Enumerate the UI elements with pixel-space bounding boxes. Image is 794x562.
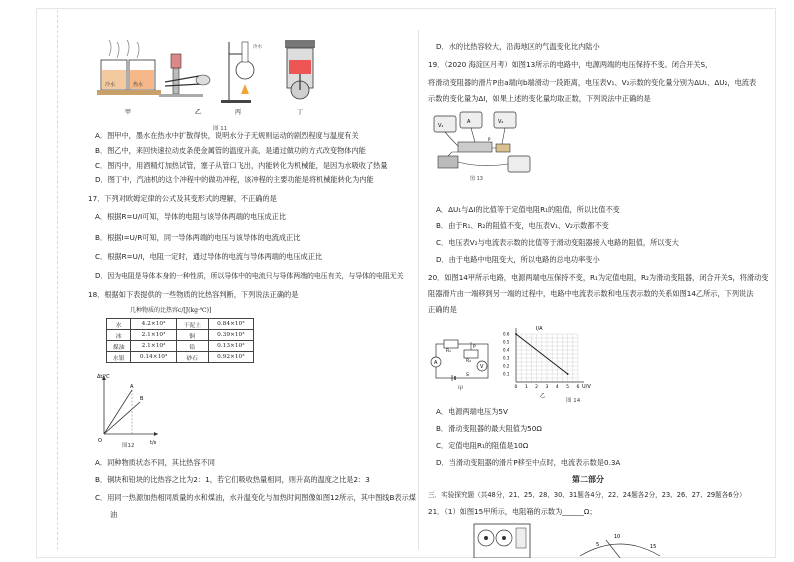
chart-x-tick-label: 0 bbox=[514, 385, 518, 390]
q17-stem: 17．下列对欧姆定律的公式及其变形式的理解，不正确的是 bbox=[88, 194, 277, 203]
fig12-xlabel: t/s bbox=[150, 440, 157, 446]
voltmeter-v3 bbox=[508, 156, 530, 172]
meter-tick-10: 10 bbox=[614, 534, 621, 540]
meter-tick-15: 15 bbox=[650, 544, 657, 550]
meter-scale-arc bbox=[580, 544, 660, 556]
svg-text:A: A bbox=[467, 119, 471, 125]
q19-option-d: D．由于电路中电阻变大，所以电路的总电功率变小 bbox=[436, 255, 600, 264]
fig14-p-label: P bbox=[473, 345, 476, 350]
fig14-jia-label: 甲 bbox=[458, 386, 464, 392]
svg-text:V₁: V₁ bbox=[438, 123, 444, 129]
battery bbox=[438, 156, 458, 168]
resistor-r1 bbox=[496, 144, 510, 152]
fig11-ding-label: 丁 bbox=[297, 109, 304, 116]
fig12-line-b bbox=[104, 402, 140, 434]
chart-point bbox=[515, 333, 517, 335]
fig14-r2-label: R₂ bbox=[466, 359, 471, 364]
fig14-yi-label: 乙 bbox=[540, 393, 546, 399]
fig11-beakers bbox=[97, 40, 161, 116]
q18-stem: 18．根据如下表提供的一些物质的比热容判断，下列说法正确的是 bbox=[88, 290, 299, 299]
chart-y-tick-label: 0.5 bbox=[503, 339, 510, 345]
meter-needle bbox=[606, 540, 620, 558]
chart-x-tick-label: 6 bbox=[576, 385, 580, 390]
q19-line-3: 示数的变化量为ΔI，如果上述的变化量均取正数，下列说法中正确的是 bbox=[428, 94, 651, 103]
q20-option-b: B．滑动变阻器的最大阻值为50Ω bbox=[436, 424, 542, 433]
svg-text:A: A bbox=[434, 360, 438, 366]
fig11-flask-stand bbox=[221, 42, 262, 116]
table-row: 煤油 2.1×10³ 铅 0.13×10³ bbox=[107, 341, 254, 352]
ammeter bbox=[460, 112, 482, 128]
chart-x-tick-label: 4 bbox=[555, 385, 559, 390]
chart-point bbox=[567, 373, 569, 375]
chart-y-tick-label: 0.6 bbox=[503, 331, 510, 337]
q18-option-b: B．铜块和铅块的比热容之比为2：1，若它们吸收热量相同，则升高的温度之比是2：3 bbox=[95, 475, 370, 484]
fig14-caption: 图 14 bbox=[566, 398, 581, 404]
chart-xlabel: U/V bbox=[582, 384, 591, 390]
chart-x-tick-label: 3 bbox=[545, 385, 549, 390]
fig12-label-b: B bbox=[140, 396, 144, 402]
fig13-caption: 图 13 bbox=[470, 176, 483, 182]
q19-option-b: B．由于R₁、R₂的阻值不变，电压表V₁、V₂示数都不变 bbox=[436, 221, 609, 230]
q21-text: 21．（1）如图15甲所示，电阻箱的示数为______Ω； bbox=[428, 507, 597, 516]
fig11-cold-water-label: 冷水 bbox=[253, 45, 262, 50]
binding-margin-line bbox=[57, 10, 58, 550]
fig14-r1-label: R₁ bbox=[446, 349, 451, 354]
q16-option-d: D．图丁中，汽油机的这个冲程中的做功冲程，该冲程的主要功能是将机械能转化为内能 bbox=[95, 175, 374, 184]
figure-11 bbox=[95, 36, 340, 134]
chart-y-tick-label: 0.4 bbox=[503, 347, 510, 353]
chart-ylabel: I/A bbox=[536, 326, 543, 332]
fig11-hot-label: 热水 bbox=[133, 82, 144, 88]
q20-line-2: 阻器滑片由一端移到另一端的过程中，电路中电流表示数和电压表示数的关系如图14乙所示，下列说法 bbox=[428, 289, 754, 298]
chart-x-tick-label: 2 bbox=[535, 385, 539, 390]
fig11-yi-label: 乙 bbox=[195, 109, 202, 116]
fig11-jia-label: 甲 bbox=[125, 109, 132, 116]
q18-option-d: D．水的比热容较大，沿海地区的气温变化比内陆小 bbox=[436, 42, 600, 51]
fig11-bing-label: 丙 bbox=[235, 109, 242, 116]
svg-text:V: V bbox=[480, 364, 484, 370]
fig11-engine-cylinder bbox=[285, 40, 315, 116]
q18-option-a: A．同种物质状态不同，其比热容不同 bbox=[95, 458, 215, 467]
fig11-friction-tube bbox=[159, 54, 210, 116]
figure-12 bbox=[94, 370, 164, 452]
figure-14-circuit bbox=[426, 334, 504, 394]
chart-y-tick-label: 0.2 bbox=[503, 363, 510, 369]
q16-option-b: B．图乙中，来回快速拉动皮条使金属管的温度升高，是通过做功的方式改变物体内能 bbox=[95, 146, 366, 155]
q17-option-a: A．根据R=U/I可知，导体的电阻与该导体两端的电压成正比 bbox=[95, 212, 287, 221]
q16-option-c: C．图丙中，用酒精灯加热试管，塞子从管口飞出，内能转化为机械能，是因为水吸收了热量 bbox=[95, 161, 388, 170]
chart-x-tick-label: 1 bbox=[524, 385, 528, 390]
heat-table-title: 几种物质的比热容c/[J(kg·℃)] bbox=[130, 307, 212, 314]
q18-option-c: C．用同一热源加热相同质量的水和煤油，水升温变化与加热时间图像如图12所示，其中图线B表示煤 bbox=[95, 493, 416, 502]
part2-title: 第二部分 bbox=[572, 475, 604, 484]
fig12-label-a: A bbox=[130, 384, 134, 390]
column-divider bbox=[418, 30, 419, 550]
rheostat bbox=[458, 142, 492, 152]
figure-14-chart bbox=[502, 322, 594, 400]
table-row: 水银 0.14×10³ 砂石 0.92×10³ bbox=[107, 352, 254, 363]
figure-13 bbox=[430, 108, 550, 188]
table-row: 冰 2.1×10³ 铜 0.39×10³ bbox=[107, 330, 254, 341]
chart-x-tick-label: 5 bbox=[566, 385, 570, 390]
q19-option-c: C．电压表V₂与电流表示数的比值等于滑动变阻器接入电路的阻值，所以变大 bbox=[436, 238, 679, 247]
fig14-s-label: S bbox=[466, 373, 469, 378]
heat-capacity-table bbox=[106, 318, 254, 363]
q17-option-d: D．因为电阻是导体本身的一种性质，所以导体中的电流只与导体两端的电压有关，与导体的电阻无关 bbox=[95, 272, 404, 280]
q19-line-2: 将滑动变阻器的滑片P由a端向b端滑动一段距离，电压表V₁、V₂示数的变化量分别为ΔU₁、ΔU₂，电流表 bbox=[428, 78, 757, 87]
fig11-caption: 图 11 bbox=[213, 126, 228, 132]
q20-option-d: D．当滑动变阻器的滑片P移至中点时，电流表示数是0.3A bbox=[436, 458, 621, 467]
fig11-cold-label: 冷水 bbox=[105, 82, 116, 88]
meter-tick-5: 5 bbox=[596, 542, 600, 548]
fig14-r2 bbox=[464, 350, 478, 358]
q18-option-c-cont: 油 bbox=[110, 510, 118, 519]
q19-option-a: A．ΔU₁与ΔI的比值等于定值电阻R₁的阻值，所以比值不变 bbox=[436, 205, 620, 214]
svg-text:P: P bbox=[488, 137, 491, 142]
table-row: 水 4.2×10³ 干泥土 0.84×10³ bbox=[107, 319, 254, 330]
fig14-r1 bbox=[444, 340, 458, 348]
fig12-ylabel: Δt/℃ bbox=[97, 374, 110, 380]
fig12-origin: O bbox=[98, 438, 102, 444]
q17-option-c: C．根据R=U/I，电阻一定时，通过导体的电流与导体两端的电压成正比 bbox=[95, 252, 323, 261]
figure-15 bbox=[470, 522, 770, 558]
section3-heading: 三．实验探究题（共48分，21、25、28、30、31题各4分，22、24题各2分，23、26、27、29题各6分） bbox=[428, 491, 746, 499]
q20-option-c: C．定值电阻R₁的阻值是10Ω bbox=[436, 441, 529, 450]
svg-text:V₂: V₂ bbox=[498, 119, 504, 125]
q19-line-1: 19．（2020 海淀区月考）如图13所示的电路中，电源两端的电压保持不变。闭合开关S， bbox=[428, 60, 713, 69]
fig12-caption: 图12 bbox=[122, 443, 135, 449]
chart-y-tick-label: 0.1 bbox=[503, 371, 510, 377]
q17-option-b: B．根据I=U/R可知，同一导体两端的电压与该导体的电流成正比 bbox=[95, 233, 301, 242]
q20-option-a: A．电源两端电压为5V bbox=[436, 407, 508, 416]
q20-line-3: 正确的是 bbox=[428, 305, 457, 314]
q16-option-a: A．图甲中，墨水在热水中扩散得快，说明水分子无规则运动的剧烈程度与温度有关 bbox=[95, 131, 359, 140]
fig12-line-a bbox=[104, 390, 132, 434]
q20-line-1: 20．如图14甲所示电路，电源两端电压保持不变，R₁为定值电阻，R₂为滑动变阻器，闭合开关S，将滑动变 bbox=[428, 273, 769, 282]
chart-y-tick-label: 0.3 bbox=[503, 355, 510, 361]
